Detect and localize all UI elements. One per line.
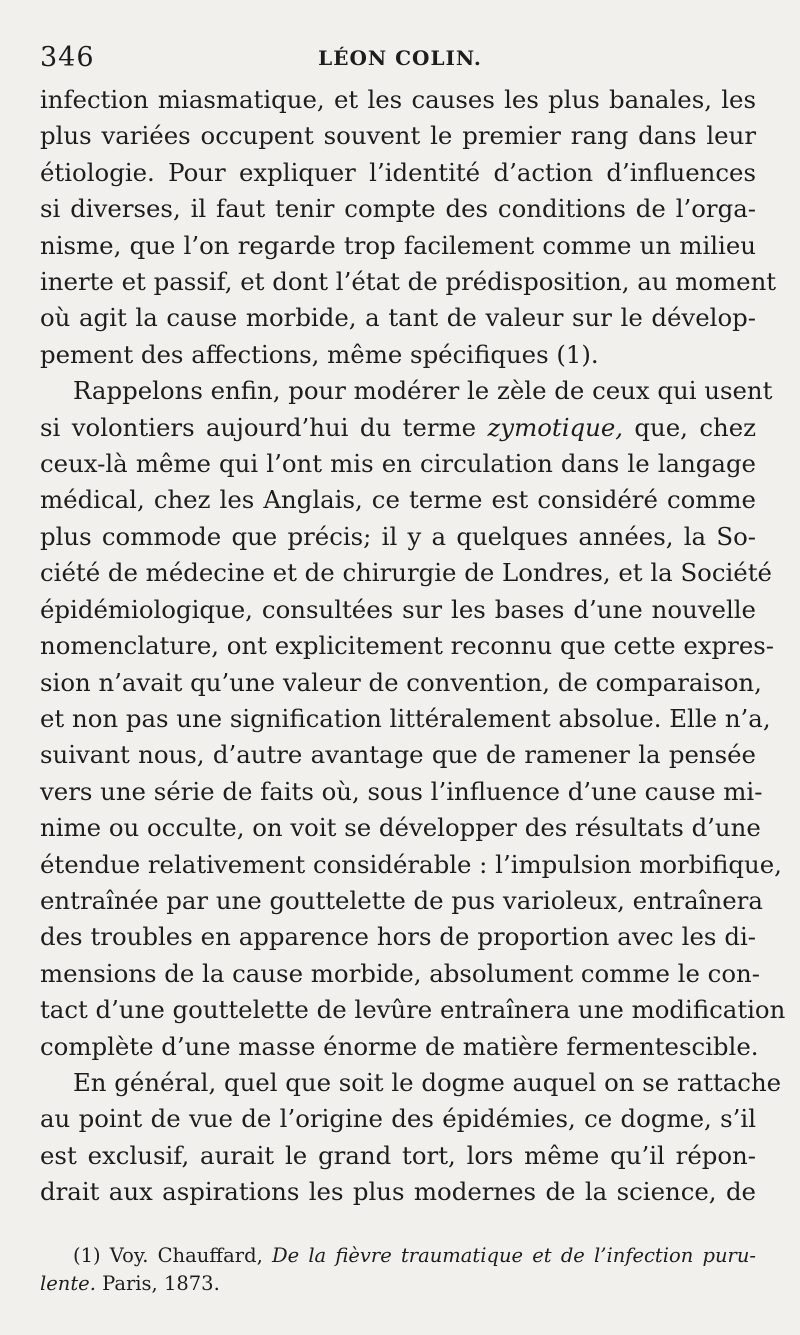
text-line: suivant nous, d’autre avantage que de ramener la pensée: [40, 740, 756, 770]
footnote-title: De la fièvre traumatique et de l’infection puru-: [271, 1244, 756, 1267]
page-header: [40, 42, 760, 78]
text-line: étendue relativement considérable : l’impulsion morbifique,: [40, 849, 782, 879]
text-line: tact d’une gouttelette de levûre entraînera une modification: [40, 995, 786, 1025]
footnote-marker: (1) Voy. Chauffard,: [73, 1244, 272, 1267]
text-line: et non pas une signification littéralement absolue. Elle n’a,: [40, 703, 771, 733]
text-line: inerte et passif, et dont l’état de prédisposition, au moment: [40, 267, 777, 297]
footnote-line: [40, 1242, 756, 1270]
text-line: entraînée par une gouttelette de pus varioleux, entraînera: [40, 885, 763, 915]
text-line: vers une série de faits où, sous l’influence d’une cause mi-: [40, 776, 763, 806]
text-line: est exclusif, aurait le grand tort, lors même qu’il répon-: [40, 1140, 756, 1170]
running-head: LÉON COLIN.: [318, 46, 482, 70]
text-line: nime ou occulte, on voit se développer des résultats d’une: [40, 813, 761, 843]
paragraph-start-line: En général, quel que soit le dogme auquel on se rattache: [73, 1067, 782, 1097]
text-line-with-italic: [40, 410, 756, 446]
text-line: pement des affections, même spécifiques (1).: [40, 339, 599, 369]
text-line: nisme, que l’on regarde trop facilement comme un milieu: [40, 230, 756, 260]
footnote-place-date: Paris, 1873.: [95, 1272, 220, 1295]
page-number: 346: [40, 42, 95, 73]
text-line: étiologie. Pour expliquer l’identité d’action d’influences: [40, 157, 756, 187]
footnote-line: [40, 1270, 756, 1298]
text-line: plus variées occupent souvent le premier rang dans leur: [40, 121, 756, 151]
text-line: plus commode que précis; il y a quelques années, la So-: [40, 521, 756, 551]
text-line: des troubles en apparence hors de proportion avec les di-: [40, 922, 756, 952]
footnote-title-cont: lente.: [40, 1272, 96, 1295]
text-line: épidémiologique, consultées sur les bases d’une nouvelle: [40, 594, 756, 624]
body-text: [40, 82, 786, 1211]
text-line: drait aux aspirations les plus modernes de la science, de: [40, 1177, 756, 1207]
text-line: au point de vue de l’origine des épidémies, ce dogme, s’il: [40, 1104, 756, 1134]
text-line: mensions de la cause morbide, absolument comme le con-: [40, 958, 760, 988]
text-line: médical, chez les Anglais, ce terme est considéré comme: [40, 485, 756, 515]
text-line: complète d’une masse énorme de matière fermentescible.: [40, 1031, 759, 1061]
footnote: [40, 1242, 756, 1298]
text-line: si diverses, il faut tenir compte des conditions de l’orga-: [40, 194, 756, 224]
text-line: où agit la cause morbide, a tant de valeur sur le dévelop-: [40, 303, 756, 333]
text-segment: que, chez: [623, 412, 756, 442]
text-line: infection miasmatique, et les causes les plus banales, les: [40, 85, 756, 114]
text-line: ceux-là même qui l’ont mis en circulation dans le langage: [40, 449, 756, 479]
text-line: sion n’avait qu’une valeur de convention, de comparaison,: [40, 667, 762, 697]
text-segment: si volontiers aujourd’hui du terme: [40, 412, 488, 442]
italic-term: zymotique,: [487, 412, 624, 442]
paragraph-start-line: Rappelons enfin, pour modérer le zèle de ceux qui usent: [73, 376, 773, 406]
text-line: ciété de médecine et de chirurgie de Londres, et la Société: [40, 558, 772, 588]
text-line: nomenclature, ont explicitement reconnu que cette expres-: [40, 631, 775, 661]
